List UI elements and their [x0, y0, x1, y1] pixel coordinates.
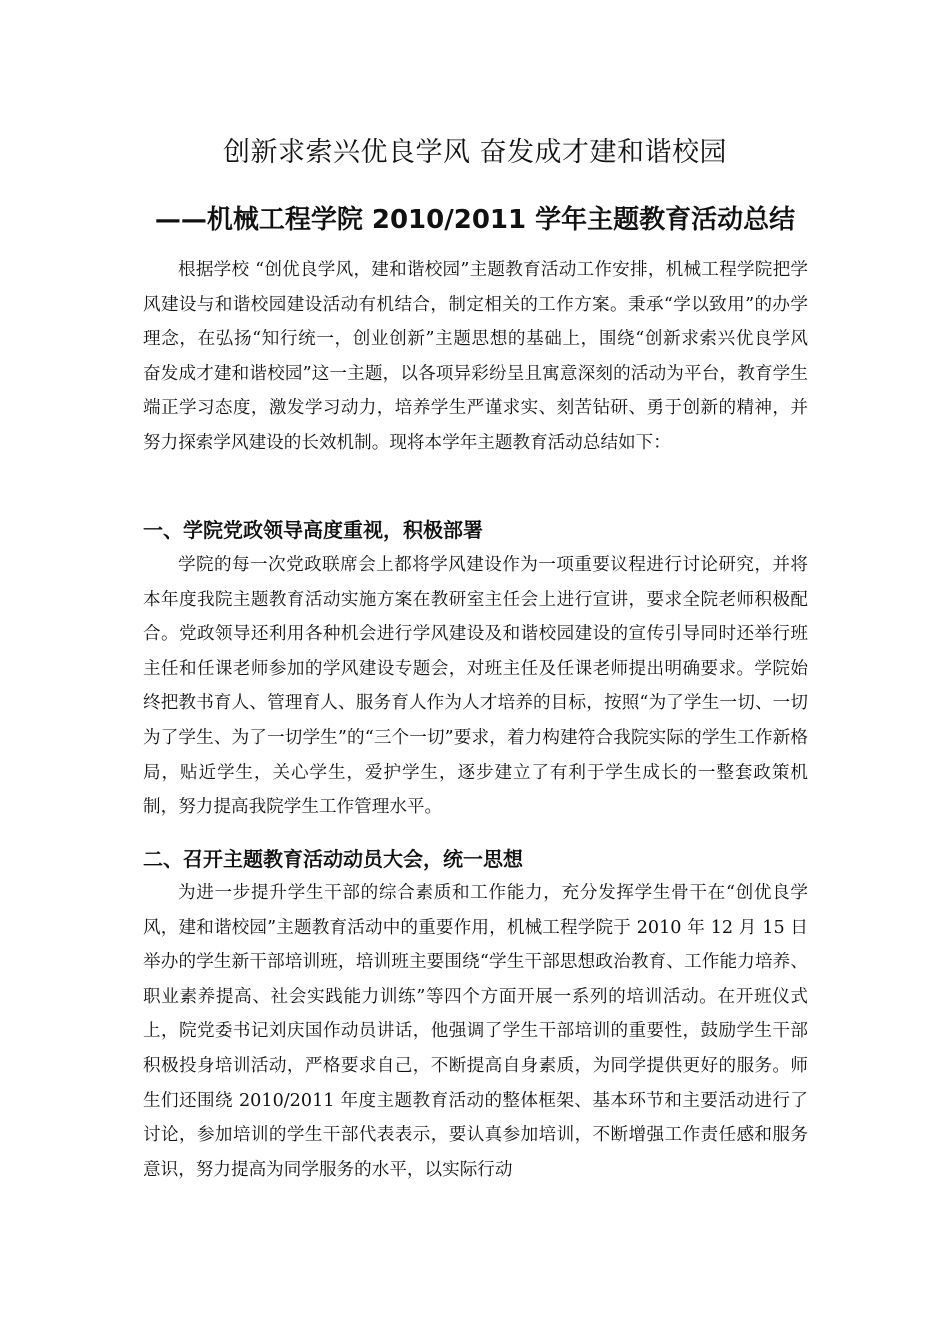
section-2-paragraph: 为进一步提升学生干部的综合素质和工作能力，充分发挥学生骨干在“创优良学风，建和谐校园”主题教育活动中的重要作用，机械工程学院于 2010 年 12 月 15 日举办的学生新干部培训班，培训班主要围绕“学生干部思想政治教育、工作能力培养、职业素养提高、社会实践能力训练”等四个方面开展一系列的培训活动。在开班仪式上，院党委书记刘庆国作动员讲话，他强调了学生干部培训的重要性，鼓励学生干部积极投身培训活动，严格要求自己，不断提高自身素质，为同学提供更好的服务。师生们还围绕 2010/2011 年度主题教育活动的整体框架、基本环节和主要活动进行了讨论，参加培训的学生干部代表表示，要认真参加培训，不断增强工作责任感和服务意识，努力提高为同学服务的水平，以实际行动 — [143, 883, 808, 1180]
section-2-heading: 二、召开主题教育活动动员大会，统一思想 — [143, 847, 523, 871]
section-1-heading: 一、学院党政领导高度重视，积极部署 — [143, 518, 483, 542]
document-subtitle: ——机械工程学院 2010/2011 学年主题教育活动总结 — [154, 205, 796, 235]
section-1-paragraph: 学院的每一次党政联席会上都将学风建设作为一项重要议程进行讨论研究，并将本年度我院主题教育活动实施方案在教研室主任会上进行宣讲，要求全院老师积极配合。党政领导还利用各种机会进行学风建设及和谐校园建设的宣传引导同时还举行班主任和任课老师参加的学风建设专题会，对班主任及任课老师提出明确要求。学院始终把教书育人、管理育人、服务育人作为人才培养的目标，按照“为了学生一切、一切为了学生、为了一切学生”的“三个一切”要求，着力构建符合我院实际的学生工作新格局，贴近学生，关心学生，爱护学生，逐步建立了有利于学生成长的一整套政策机制，努力提高我院学生工作管理水平。 — [143, 555, 808, 818]
intro-paragraph: 根据学校 “创优良学风，建和谐校园”主题教育活动工作安排，机械工程学院把学风建设与和谐校园建设活动有机结合，制定相关的工作方案。秉承“学以致用”的办学理念，在弘扬“知行统一，创业创新”主题思想的基础上，围绕“创新求索兴优良学风 奋发成才建和谐校园”这一主题，以各项异彩纷呈且寓意深刻的活动为平台，教育学生端正学习态度，激发学习动力，培养学生严谨求实、刻苦钻研、勇于创新的精神，并努力探索学风建设的长效机制。现将本学年主题教育活动总结如下： — [143, 260, 808, 453]
document-title: 创新求索兴优良学风 奋发成才建和谐校园 — [222, 137, 728, 168]
